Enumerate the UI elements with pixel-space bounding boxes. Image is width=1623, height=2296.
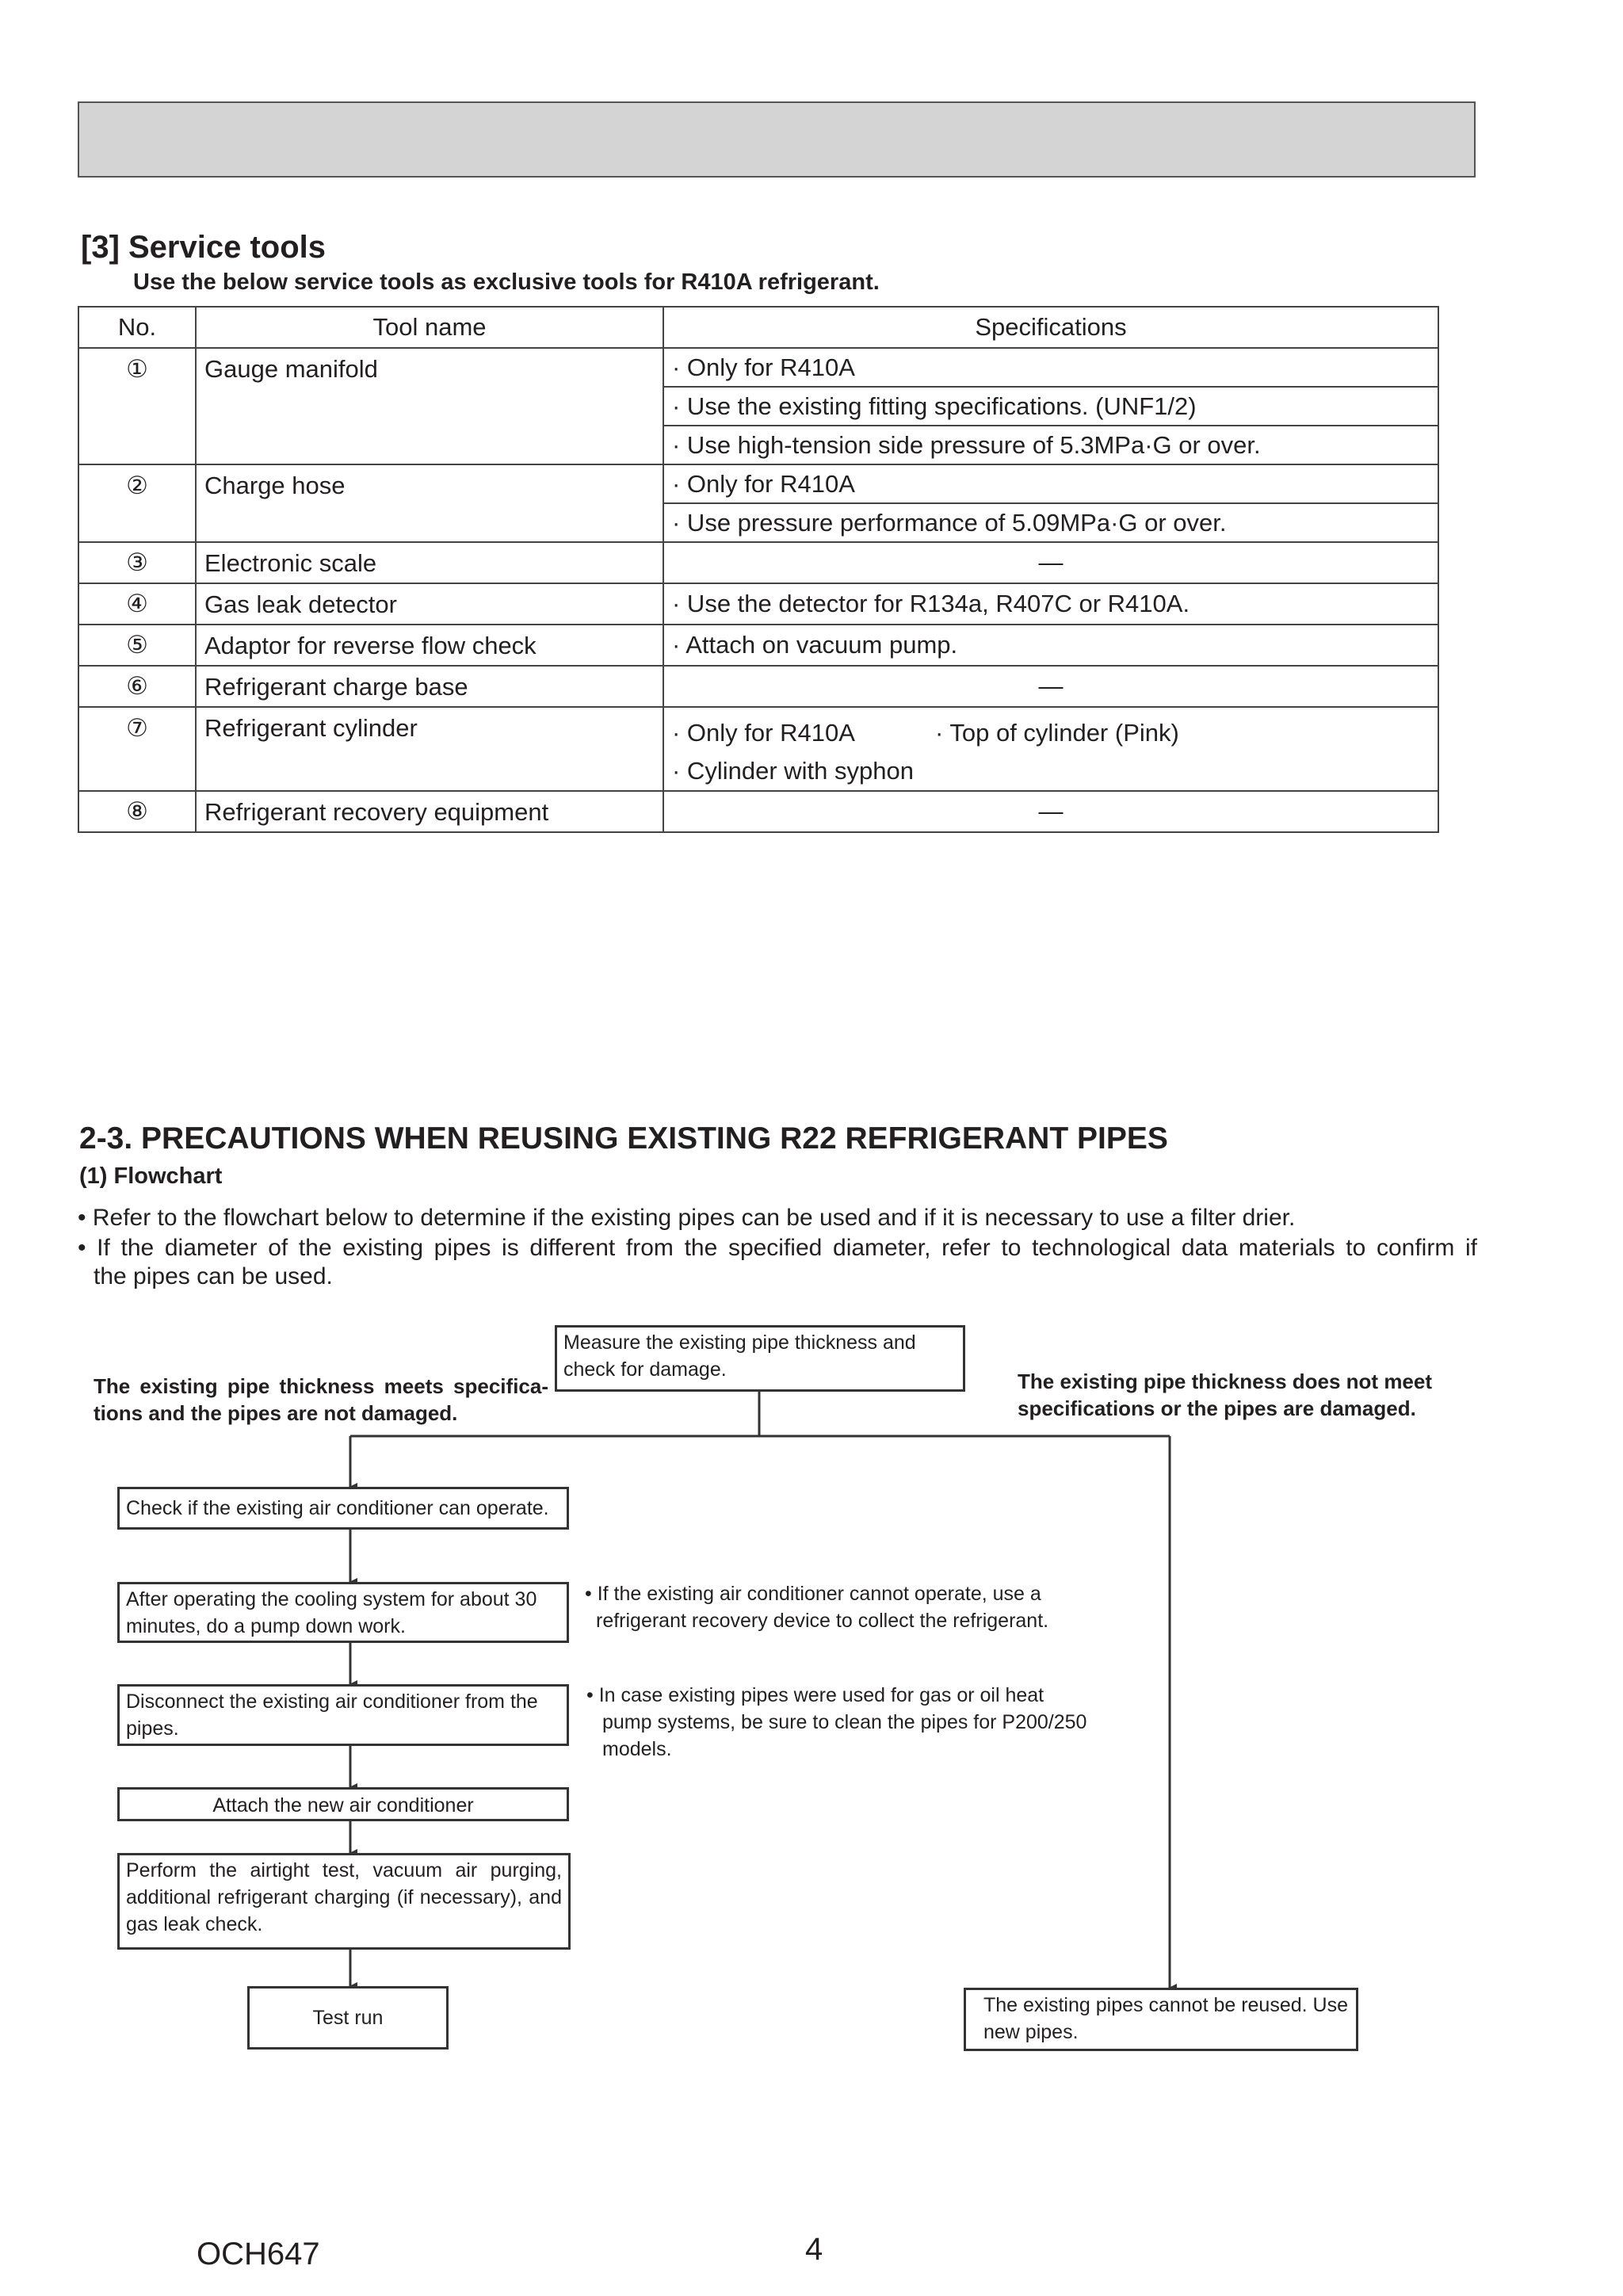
row-tool-name: Adaptor for reverse flow check	[196, 625, 663, 666]
flow-left-condition: The existing pipe thickness meets specifica-tions and the pipes are not damaged.	[94, 1374, 548, 1425]
row-spec: · Top of cylinder (Pink)	[935, 719, 1179, 747]
precautions-title: 2-3. PRECAUTIONS WHEN REUSING EXISTING R22 REFRIGERANT PIPES	[79, 1121, 1168, 1156]
row-tool-name: Gauge manifold	[196, 348, 663, 464]
row-tool-name: Gas leak detector	[196, 583, 663, 625]
row-no: ②	[78, 464, 196, 542]
row-tool-name: Charge hose	[196, 464, 663, 542]
document-code: OCH647	[197, 2237, 320, 2271]
row-spec: —	[663, 666, 1438, 707]
bullet-text: • Refer to the flowchart below to determine if the existing pipes can be used and if it is necessary to use a filter drier.	[78, 1205, 1296, 1231]
row-spec: · Use the existing fitting specifications. (UNF1/2)	[663, 387, 1438, 426]
section-title: [3] Service tools	[81, 230, 327, 265]
row-no: ④	[78, 583, 196, 625]
row-tool-name: Electronic scale	[196, 542, 663, 583]
row-no: ①	[78, 348, 196, 464]
header-specifications: Specifications	[663, 307, 1438, 348]
page-number: 4	[805, 2232, 823, 2267]
flow-right-condition: The existing pipe thickness does not meet specifications or the pipes are damaged.	[1018, 1370, 1433, 1420]
row-spec: · Only for R410A	[663, 348, 1438, 387]
flowchart-subtitle: (1) Flowchart	[79, 1163, 223, 1189]
section-subtitle: Use the below service tools as exclusive tools for R410A refrigerant.	[133, 269, 880, 295]
row-no: ⑥	[78, 666, 196, 707]
flow-step-pump-down: After operating the cooling system for about 30 minutes, do a pump down work.	[117, 1582, 569, 1643]
row-tool-name: Refrigerant cylinder	[196, 707, 663, 791]
flow-start-box: Measure the existing pipe thickness and check for damage.	[555, 1325, 965, 1392]
row-spec: · Use the detector for R134a, R407C or R410A.	[663, 583, 1438, 625]
row-tool-name: Refrigerant recovery equipment	[196, 791, 663, 832]
row-spec: · Use pressure performance of 5.09MPa·G or over.	[663, 503, 1438, 542]
flow-step-disconnect: Disconnect the existing air conditioner from the pipes.	[117, 1684, 569, 1746]
row-no: ⑤	[78, 625, 196, 666]
flow-end-new-pipes: The existing pipes cannot be reused. Use new pipes.	[964, 1988, 1358, 2051]
row-spec: · Use high-tension side pressure of 5.3MPa·G or over.	[663, 426, 1438, 464]
flow-step-test-run: Test run	[247, 1986, 449, 2050]
flow-step-airtight-test: Perform the airtight test, vacuum air purging, additional refrigerant charging (if necessary), and gas leak check.	[117, 1853, 571, 1950]
row-no: ⑦	[78, 707, 196, 791]
row-tool-name: Refrigerant charge base	[196, 666, 663, 707]
row-spec: · Only for R410A	[672, 719, 855, 747]
row-spec: · Only for R410A	[663, 464, 1438, 503]
bullet-text-continuation: the pipes can be used.	[94, 1263, 333, 1289]
bullet-text: • If the diameter of the existing pipes is different from the specified diameter, refer to technological data materials to confirm if	[78, 1235, 1477, 1261]
flow-note-recovery: • If the existing air conditioner cannot operate, use a refrigerant recovery device to collect the refrigerant.	[585, 1583, 1049, 1632]
header-tool-name: Tool name	[196, 307, 663, 348]
row-spec: · Attach on vacuum pump.	[663, 625, 1438, 666]
flow-note-clean-pipes: • In case existing pipes were used for gas or oil heat pump systems, be sure to clean the pipes for P200/250 models.	[586, 1684, 1087, 1760]
row-spec: · Cylinder with syphon	[672, 757, 914, 785]
header-no: No.	[78, 307, 196, 348]
row-spec: —	[663, 542, 1438, 583]
flow-step-check-operate: Check if the existing air conditioner can operate.	[117, 1487, 569, 1530]
row-spec: —	[663, 791, 1438, 832]
row-no: ⑧	[78, 791, 196, 832]
row-no: ③	[78, 542, 196, 583]
flow-step-attach: Attach the new air conditioner	[117, 1787, 569, 1821]
